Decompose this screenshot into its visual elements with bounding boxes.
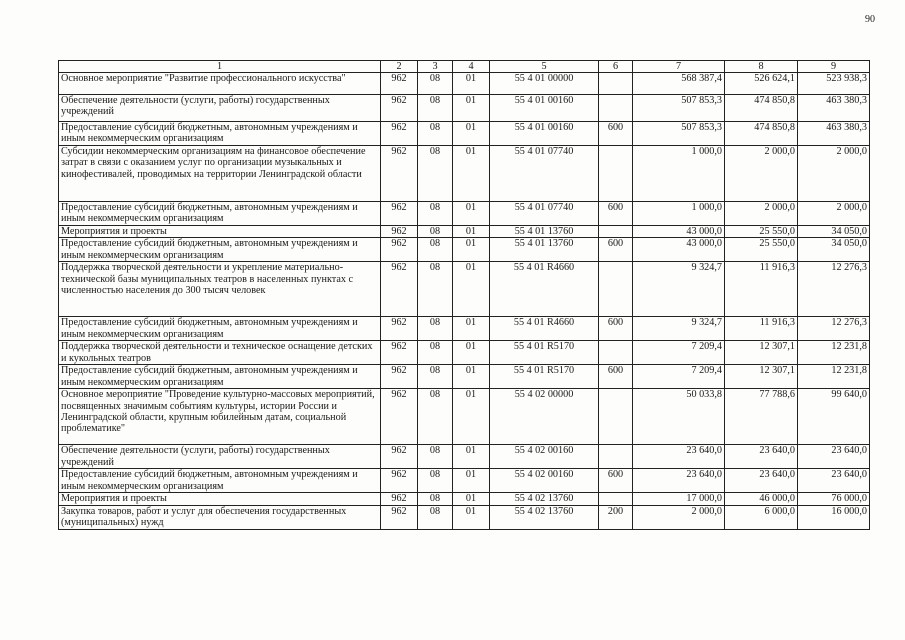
amount-year2-cell: 6 000,0: [725, 505, 798, 529]
row-name-cell: Закупка товаров, работ и услуг для обеспечения государственных (муниципальных) нужд: [59, 505, 381, 529]
table-row: [59, 341, 870, 365]
expense-type-cell: 600: [599, 201, 633, 225]
column-header: 3: [418, 61, 453, 73]
row-name-cell: Поддержка творческой деятельности и укрепление материально-технической базы муниципальных театров в населенных пунктах с численностью населения до 300 тысяч человек: [59, 262, 381, 317]
amount-year1-cell: 50 033,8: [633, 389, 725, 445]
section-code-cell: 08: [418, 95, 453, 122]
expense-type-cell: [599, 225, 633, 237]
subsection-code-cell: 01: [453, 389, 490, 445]
row-name-cell: Предоставление субсидий бюджетным, автономным учреждениям и иным некоммерческим организациям: [59, 317, 381, 341]
amount-year2-cell: 25 550,0: [725, 225, 798, 237]
section-code-cell: 08: [418, 365, 453, 389]
target-article-cell: 55 4 02 00160: [490, 469, 599, 493]
amount-year1-cell: 568 387,4: [633, 73, 725, 95]
section-code-cell: 08: [418, 505, 453, 529]
budget-table: [58, 60, 870, 530]
amount-year1-cell: 7 209,4: [633, 365, 725, 389]
amount-year2-cell: 474 850,8: [725, 122, 798, 146]
target-article-cell: 55 4 02 13760: [490, 493, 599, 505]
section-code-cell: 08: [418, 225, 453, 237]
section-code-cell: 08: [418, 389, 453, 445]
section-code-cell: 08: [418, 445, 453, 469]
amount-year1-cell: 43 000,0: [633, 238, 725, 262]
target-article-cell: 55 4 01 R4660: [490, 317, 599, 341]
expense-type-cell: 600: [599, 365, 633, 389]
expense-type-cell: [599, 262, 633, 317]
amount-year2-cell: 11 916,3: [725, 317, 798, 341]
glava-code-cell: 962: [381, 225, 418, 237]
amount-year3-cell: 12 231,8: [798, 365, 870, 389]
amount-year2-cell: 2 000,0: [725, 145, 798, 201]
table-row: [59, 389, 870, 445]
expense-type-cell: [599, 341, 633, 365]
amount-year3-cell: 34 050,0: [798, 238, 870, 262]
amount-year2-cell: 23 640,0: [725, 469, 798, 493]
target-article-cell: 55 4 01 13760: [490, 225, 599, 237]
table-row: [59, 493, 870, 505]
expense-type-cell: 600: [599, 122, 633, 146]
target-article-cell: 55 4 02 00160: [490, 445, 599, 469]
row-name-cell: Предоставление субсидий бюджетным, автономным учреждениям и иным некоммерческим организациям: [59, 238, 381, 262]
section-code-cell: 08: [418, 493, 453, 505]
glava-code-cell: 962: [381, 469, 418, 493]
header-row: [59, 61, 870, 73]
row-name-cell: Предоставление субсидий бюджетным, автономным учреждениям и иным некоммерческим организациям: [59, 365, 381, 389]
target-article-cell: 55 4 01 R4660: [490, 262, 599, 317]
section-code-cell: 08: [418, 122, 453, 146]
table-row: [59, 365, 870, 389]
amount-year1-cell: 23 640,0: [633, 469, 725, 493]
table-row: [59, 445, 870, 469]
amount-year3-cell: 463 380,3: [798, 95, 870, 122]
table-row: [59, 225, 870, 237]
column-header: 5: [490, 61, 599, 73]
amount-year1-cell: 9 324,7: [633, 262, 725, 317]
amount-year1-cell: 1 000,0: [633, 201, 725, 225]
glava-code-cell: 962: [381, 73, 418, 95]
subsection-code-cell: 01: [453, 95, 490, 122]
glava-code-cell: 962: [381, 145, 418, 201]
table-header: [59, 61, 870, 73]
subsection-code-cell: 01: [453, 365, 490, 389]
amount-year1-cell: 9 324,7: [633, 317, 725, 341]
target-article-cell: 55 4 01 07740: [490, 145, 599, 201]
table-row: [59, 317, 870, 341]
subsection-code-cell: 01: [453, 122, 490, 146]
table-body: [59, 73, 870, 530]
target-article-cell: 55 4 01 00000: [490, 73, 599, 95]
row-name-cell: Предоставление субсидий бюджетным, автономным учреждениям и иным некоммерческим организациям: [59, 469, 381, 493]
amount-year1-cell: 507 853,3: [633, 122, 725, 146]
row-name-cell: Основное мероприятие "Проведение культурно-массовых мероприятий, посвященных значимым событиям культуры, истории России и Ленинградской области, крупным юбилейным датам, социальной проблематике": [59, 389, 381, 445]
row-name-cell: Обеспечение деятельности (услуги, работы) государственных учреждений: [59, 445, 381, 469]
glava-code-cell: 962: [381, 365, 418, 389]
table-row: [59, 201, 870, 225]
section-code-cell: 08: [418, 262, 453, 317]
expense-type-cell: [599, 95, 633, 122]
section-code-cell: 08: [418, 201, 453, 225]
subsection-code-cell: 01: [453, 317, 490, 341]
amount-year3-cell: 23 640,0: [798, 445, 870, 469]
amount-year3-cell: 99 640,0: [798, 389, 870, 445]
glava-code-cell: 962: [381, 505, 418, 529]
table-row: [59, 95, 870, 122]
glava-code-cell: 962: [381, 317, 418, 341]
glava-code-cell: 962: [381, 493, 418, 505]
target-article-cell: 55 4 02 13760: [490, 505, 599, 529]
column-header: 9: [798, 61, 870, 73]
amount-year2-cell: 46 000,0: [725, 493, 798, 505]
column-header: 7: [633, 61, 725, 73]
glava-code-cell: 962: [381, 95, 418, 122]
subsection-code-cell: 01: [453, 73, 490, 95]
expense-type-cell: [599, 73, 633, 95]
table-row: [59, 505, 870, 529]
amount-year3-cell: 34 050,0: [798, 225, 870, 237]
subsection-code-cell: 01: [453, 225, 490, 237]
amount-year2-cell: 25 550,0: [725, 238, 798, 262]
glava-code-cell: 962: [381, 238, 418, 262]
section-code-cell: 08: [418, 145, 453, 201]
amount-year3-cell: 2 000,0: [798, 145, 870, 201]
subsection-code-cell: 01: [453, 201, 490, 225]
glava-code-cell: 962: [381, 445, 418, 469]
amount-year3-cell: 523 938,3: [798, 73, 870, 95]
column-header: 1: [59, 61, 381, 73]
subsection-code-cell: 01: [453, 145, 490, 201]
row-name-cell: Поддержка творческой деятельности и техническое оснащение детских и кукольных театров: [59, 341, 381, 365]
amount-year1-cell: 7 209,4: [633, 341, 725, 365]
subsection-code-cell: 01: [453, 238, 490, 262]
expense-type-cell: 600: [599, 317, 633, 341]
expense-type-cell: 600: [599, 238, 633, 262]
subsection-code-cell: 01: [453, 505, 490, 529]
subsection-code-cell: 01: [453, 445, 490, 469]
column-header: 8: [725, 61, 798, 73]
amount-year3-cell: 2 000,0: [798, 201, 870, 225]
table-row: [59, 238, 870, 262]
amount-year1-cell: 507 853,3: [633, 95, 725, 122]
expense-type-cell: [599, 145, 633, 201]
expense-type-cell: 600: [599, 469, 633, 493]
amount-year2-cell: 77 788,6: [725, 389, 798, 445]
amount-year2-cell: 12 307,1: [725, 341, 798, 365]
glava-code-cell: 962: [381, 341, 418, 365]
target-article-cell: 55 4 01 07740: [490, 201, 599, 225]
subsection-code-cell: 01: [453, 493, 490, 505]
section-code-cell: 08: [418, 469, 453, 493]
amount-year2-cell: 23 640,0: [725, 445, 798, 469]
table-row: [59, 262, 870, 317]
amount-year2-cell: 474 850,8: [725, 95, 798, 122]
target-article-cell: 55 4 02 00000: [490, 389, 599, 445]
amount-year3-cell: 12 276,3: [798, 262, 870, 317]
subsection-code-cell: 01: [453, 341, 490, 365]
section-code-cell: 08: [418, 317, 453, 341]
amount-year3-cell: 76 000,0: [798, 493, 870, 505]
amount-year3-cell: 16 000,0: [798, 505, 870, 529]
table-row: [59, 145, 870, 201]
amount-year1-cell: 23 640,0: [633, 445, 725, 469]
target-article-cell: 55 4 01 00160: [490, 122, 599, 146]
expense-type-cell: [599, 389, 633, 445]
table-row: [59, 122, 870, 146]
subsection-code-cell: 01: [453, 262, 490, 317]
column-header: 4: [453, 61, 490, 73]
amount-year2-cell: 11 916,3: [725, 262, 798, 317]
row-name-cell: Обеспечение деятельности (услуги, работы) государственных учреждений: [59, 95, 381, 122]
table-row: [59, 469, 870, 493]
amount-year1-cell: 1 000,0: [633, 145, 725, 201]
expense-type-cell: 200: [599, 505, 633, 529]
row-name-cell: Предоставление субсидий бюджетным, автономным учреждениям и иным некоммерческим организациям: [59, 201, 381, 225]
amount-year3-cell: 12 276,3: [798, 317, 870, 341]
expense-type-cell: [599, 445, 633, 469]
section-code-cell: 08: [418, 341, 453, 365]
amount-year1-cell: 17 000,0: [633, 493, 725, 505]
amount-year2-cell: 526 624,1: [725, 73, 798, 95]
target-article-cell: 55 4 01 R5170: [490, 365, 599, 389]
target-article-cell: 55 4 01 R5170: [490, 341, 599, 365]
section-code-cell: 08: [418, 73, 453, 95]
amount-year3-cell: 12 231,8: [798, 341, 870, 365]
amount-year3-cell: 23 640,0: [798, 469, 870, 493]
glava-code-cell: 962: [381, 262, 418, 317]
page-number: 90: [865, 14, 875, 25]
expense-type-cell: [599, 493, 633, 505]
amount-year1-cell: 43 000,0: [633, 225, 725, 237]
glava-code-cell: 962: [381, 389, 418, 445]
row-name-cell: Основное мероприятие "Развитие профессионального искусства": [59, 73, 381, 95]
amount-year1-cell: 2 000,0: [633, 505, 725, 529]
amount-year2-cell: 2 000,0: [725, 201, 798, 225]
column-header: 2: [381, 61, 418, 73]
glava-code-cell: 962: [381, 122, 418, 146]
column-header: 6: [599, 61, 633, 73]
row-name-cell: Предоставление субсидий бюджетным, автономным учреждениям и иным некоммерческим организациям: [59, 122, 381, 146]
amount-year3-cell: 463 380,3: [798, 122, 870, 146]
target-article-cell: 55 4 01 13760: [490, 238, 599, 262]
row-name-cell: Субсидии некоммерческим организациям на финансовое обеспечение затрат в связи с оказанием услуг по организации музыкальных и кинофестивалей, проводимых на территории Ленинградской области: [59, 145, 381, 201]
amount-year2-cell: 12 307,1: [725, 365, 798, 389]
glava-code-cell: 962: [381, 201, 418, 225]
row-name-cell: Мероприятия и проекты: [59, 493, 381, 505]
subsection-code-cell: 01: [453, 469, 490, 493]
section-code-cell: 08: [418, 238, 453, 262]
target-article-cell: 55 4 01 00160: [490, 95, 599, 122]
row-name-cell: Мероприятия и проекты: [59, 225, 381, 237]
table-row: [59, 73, 870, 95]
